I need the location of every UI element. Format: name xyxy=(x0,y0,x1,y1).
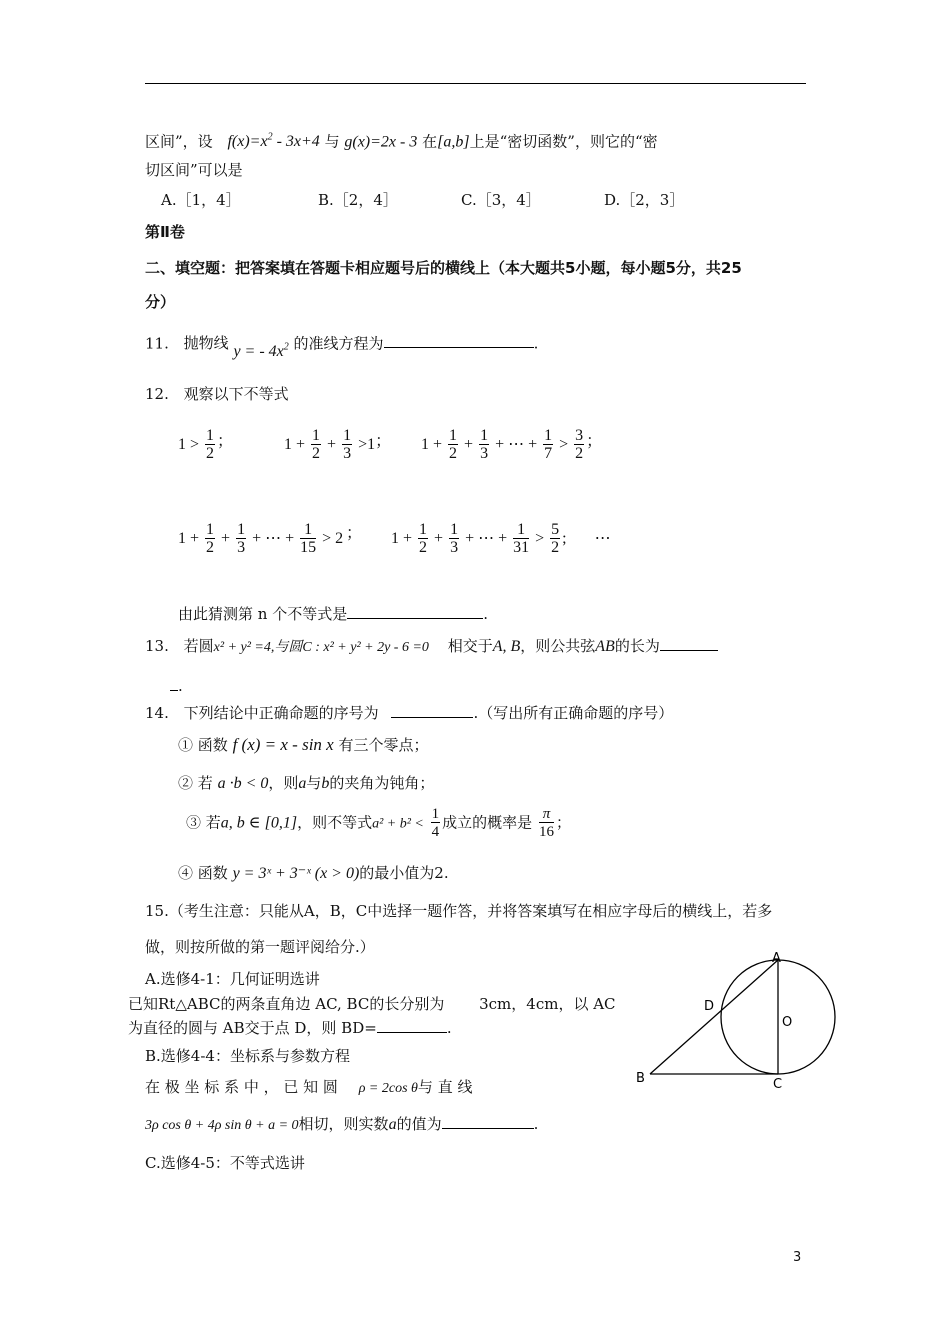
q10-f-sup: 2 xyxy=(267,132,273,143)
q12-i3-frac1: $\frac{1}{2}$ xyxy=(449,427,458,462)
q14-i2-pre: ② 若 xyxy=(178,774,213,792)
q13-answer-blank-cont[interactable] xyxy=(170,676,178,691)
q10-in: 在 xyxy=(422,132,438,151)
q12-i5-dots: + ⋯ + xyxy=(465,530,508,548)
q13-tail: . xyxy=(178,677,183,695)
q14-i2-eq: a ·b < 0 xyxy=(217,775,269,792)
q15-b-eq1: ρ = 2cos θ xyxy=(358,1081,418,1096)
q10-mid: 与 xyxy=(324,132,340,151)
q12-i5-semi: ; xyxy=(562,530,567,548)
q14-i3-frac2-den: 16 xyxy=(538,824,554,840)
q12-i4-gt: > 2 xyxy=(322,530,344,548)
page-number: 3 xyxy=(793,1250,802,1265)
q11-pre: 抛物线 xyxy=(183,334,229,353)
q12-i2-gt: >1 xyxy=(358,436,376,454)
q12-i2-frac1: $\frac{1}{2}$ xyxy=(312,427,321,462)
q14-i3-ineq: a² + b² < xyxy=(372,816,424,832)
q13-mid: 相交于 xyxy=(447,637,493,655)
q10-line1 xyxy=(145,128,658,152)
q10-interval: [a,b] xyxy=(437,133,470,151)
q12-i5-lead: 1 + xyxy=(391,530,413,548)
q14-head xyxy=(145,703,673,723)
q12-num: 12. xyxy=(145,385,169,403)
q10-f xyxy=(227,133,319,150)
geometry-figure xyxy=(628,948,848,1088)
q12-ellipsis: ⋯ xyxy=(594,530,611,548)
q14-i3-frac-num: 1 xyxy=(431,806,440,822)
q13-post: 的长为 xyxy=(614,637,660,655)
q14-i1-post: 有三个零点； xyxy=(338,736,429,754)
q14-num: 14. xyxy=(145,704,169,722)
q14-item4 xyxy=(178,863,449,884)
q12-i5-frac1: $\frac{1}{2}$ xyxy=(419,521,428,556)
q12-ineq-5 xyxy=(391,522,611,557)
q15-b-title: B.选修4-4：坐标系与参数方程 xyxy=(145,1047,350,1065)
q12-i3-frac4: $\frac{3}{2}$ xyxy=(575,427,584,462)
q13 xyxy=(145,636,718,658)
q10-option-c: C.［3，4］ xyxy=(461,191,541,209)
q12-text: 观察以下不等式 xyxy=(183,385,289,403)
q15-a-line1 xyxy=(128,994,616,1014)
figure-label-o: O xyxy=(782,1015,793,1030)
q10-line2: 切区间”可以是 xyxy=(145,161,243,179)
q13-cont xyxy=(170,676,183,696)
q11-answer-blank[interactable] xyxy=(384,333,534,348)
q12-guess-text: 由此猜测第 n 个不等式是 xyxy=(178,605,348,623)
q12-i1-lead: 1 > xyxy=(178,436,200,454)
q12-ineq-1 xyxy=(178,428,233,463)
q11 xyxy=(145,330,539,361)
q12-i4-frac3: $\frac{1}{15}$ xyxy=(300,521,317,556)
q14-i3-mid: ，则不等式 xyxy=(297,813,373,832)
q14-i4-post: 的最小值为2. xyxy=(359,864,449,882)
q14-i3-frac2 xyxy=(539,806,554,841)
q14-i2-mid: ，则 xyxy=(268,774,299,792)
q12-i2-plus: + xyxy=(327,436,337,454)
q12-head xyxy=(145,384,289,404)
q11-eq-text: y = - 4x xyxy=(233,343,284,361)
q15-b-line1-tail: 与 直 线 xyxy=(417,1078,473,1096)
q15-a-line2 xyxy=(128,1018,452,1038)
q15-b-line1 xyxy=(145,1077,472,1099)
q12-i2-lead: 1 + xyxy=(284,436,306,454)
q14-i3-frac2-num: π xyxy=(539,806,554,823)
q15-a-end: . xyxy=(446,1019,452,1037)
q13-answer-blank[interactable] xyxy=(660,636,718,651)
q14-i3-pre: ③ 若 xyxy=(186,813,221,832)
q12-i4-frac1: $\frac{1}{2}$ xyxy=(206,521,215,556)
q12-i3-dots: + ⋯ + xyxy=(495,436,538,454)
q12-i3-frac2: $\frac{1}{3}$ xyxy=(480,427,489,462)
q14-answer-blank[interactable] xyxy=(391,703,473,718)
q11-eq-sup: 2 xyxy=(283,342,289,353)
q12-i4-dots: + ⋯ + xyxy=(252,530,295,548)
q12-i5-frac2: $\frac{1}{3}$ xyxy=(450,521,459,556)
q14-i3-post: ； xyxy=(555,813,571,832)
q12-ineq-4 xyxy=(178,522,343,557)
figure-label-d: D xyxy=(704,999,715,1014)
q15-b-line2-tail: 的值为 xyxy=(396,1115,442,1133)
q12-i3-sep: ； xyxy=(586,433,603,450)
q11-num: 11. xyxy=(145,334,169,353)
q12-i3-gt: > xyxy=(559,436,569,454)
q13-pre: 若圆 xyxy=(183,637,214,655)
figure-line-ab xyxy=(650,960,778,1074)
q12-i5-gt: > xyxy=(535,530,545,548)
q12-i1-sep: ； xyxy=(217,433,234,450)
q14-item1 xyxy=(178,735,429,755)
q12-i5-plus: + xyxy=(434,530,444,548)
header-rule xyxy=(145,83,806,84)
q14-i3-mid2: 成立的概率是 xyxy=(442,813,533,832)
q15-b-line2-text: 相切，则实数 xyxy=(298,1115,389,1133)
q14-i3-frac xyxy=(431,806,441,841)
q12-i5-frac3: $\frac{1}{31}$ xyxy=(513,521,530,556)
q13-points: A, B xyxy=(492,638,521,655)
q14-i3-eq: a, b ∈ [0,1] xyxy=(220,814,298,832)
q10-option-b: B.［2，4］ xyxy=(318,191,398,209)
q13-eq: x² + y² =4,与圆C : x² + y² + 2y - 6 =0 xyxy=(213,640,429,655)
q11-end: . xyxy=(533,334,539,353)
q14-i4-eq: y = 3ˣ + 3⁻ˣ (x > 0) xyxy=(232,865,360,882)
q10-tail: 上是“密切函数”，则它的“密 xyxy=(469,132,658,151)
q14-text: 下列结论中正确命题的序号为 xyxy=(183,704,379,722)
part-title: 第Ⅱ卷 xyxy=(145,223,185,241)
q13-num: 13. xyxy=(145,637,169,655)
q12-guess xyxy=(178,604,488,624)
q15-a-line1-tail: 3cm，4cm，以 AC xyxy=(479,995,616,1013)
q11-eq xyxy=(233,343,288,360)
q15-b-line1-text: 在 极 坐 标 系 中 ， 已 知 圆 xyxy=(145,1078,338,1096)
q14-note: .（写出所有正确命题的序号） xyxy=(473,704,674,722)
q15-b-line2 xyxy=(145,1114,538,1136)
q12-i5-frac4: $\frac{5}{2}$ xyxy=(551,521,560,556)
q10-option-a: A.［1，4］ xyxy=(161,191,241,209)
q12-i3-plus: + xyxy=(464,436,474,454)
figure-label-c: C xyxy=(773,1077,783,1088)
q12-i4-frac2: $\frac{1}{3}$ xyxy=(237,521,246,556)
q10-g: g(x)=2x - 3 xyxy=(344,133,418,151)
q14-i1-eq: f (x) = x - sin x xyxy=(232,735,334,754)
q15-line1: 15.（考生注意：只能从A，B，C中选择一题作答，并将答案填写在相应字母后的横线上，若多 xyxy=(145,902,773,920)
q14-i3-frac-den: 4 xyxy=(431,824,440,840)
q12-end: . xyxy=(483,605,488,623)
q10-f-tail: - 3x+4 xyxy=(272,133,320,151)
q15-b-answer-blank[interactable] xyxy=(442,1114,534,1129)
q12-i2-sep: ； xyxy=(375,433,392,450)
q12-i3-lead: 1 + xyxy=(421,436,443,454)
q10-f-text: f(x)=x xyxy=(227,133,268,151)
q12-ineq-3 xyxy=(421,428,602,463)
q14-i2-post: 的夹角为钝角； xyxy=(329,774,435,792)
q12-answer-blank[interactable] xyxy=(347,604,483,619)
q15-a-answer-blank[interactable] xyxy=(377,1018,447,1033)
q12-i4-plus: + xyxy=(221,530,231,548)
q12-ineq-4-sep: ； xyxy=(346,525,363,542)
q10-text-a: 区间”，设 xyxy=(145,132,213,151)
q11-post: 的准线方程为 xyxy=(293,334,384,353)
q14-item3 xyxy=(186,806,571,841)
figure-label-a: A xyxy=(772,951,781,966)
q15-b-eq2: 3ρ cos θ + 4ρ sin θ + a = 0 xyxy=(145,1118,299,1133)
q15-a-line2-text: 为直径的圆与 AB交于点 D，则 BD= xyxy=(128,1019,377,1037)
fill-title-line2: 分） xyxy=(145,293,176,311)
q14-i2-mid2: 与 xyxy=(306,774,322,792)
q14-item2 xyxy=(178,773,434,794)
q15-a-title: A.选修4-1：几何证明选讲 xyxy=(145,970,320,988)
q15-b-end: . xyxy=(533,1115,539,1133)
q14-i2-a: a xyxy=(298,775,307,792)
figure-label-b: B xyxy=(636,1071,645,1086)
fill-title-line1: 二、填空题：把答案填在答题卡相应题号后的横线上（本大题共5小题，每小题5分，共25 xyxy=(145,259,742,277)
q10-option-d: D.［2，3］ xyxy=(604,191,685,209)
q14-i2-b: b xyxy=(321,775,330,792)
q14-i1-pre: ① 函数 xyxy=(178,736,228,754)
q12-i3-frac3: $\frac{1}{7}$ xyxy=(544,427,553,462)
q12-i1-frac: $\frac{1}{2}$ xyxy=(206,427,215,462)
q15-b-a: a xyxy=(388,1116,397,1133)
q12-i2-frac2: $\frac{1}{3}$ xyxy=(343,427,352,462)
q14-i4-pre: ④ 函数 xyxy=(178,864,228,882)
q15-c-title: C.选修4-5：不等式选讲 xyxy=(145,1154,305,1172)
q13-ab: AB xyxy=(595,638,615,655)
q12-ineq-2 xyxy=(284,428,391,463)
q15-line2: 做，则按所做的第一题评阅给分.） xyxy=(145,938,375,956)
q12-i4-lead: 1 + xyxy=(178,530,200,548)
q15-a-line1-text: 已知Rt△ABC的两条直角边 AC, BC的长分别为 xyxy=(128,995,445,1013)
q13-mid2: ，则公共弦 xyxy=(520,637,596,655)
